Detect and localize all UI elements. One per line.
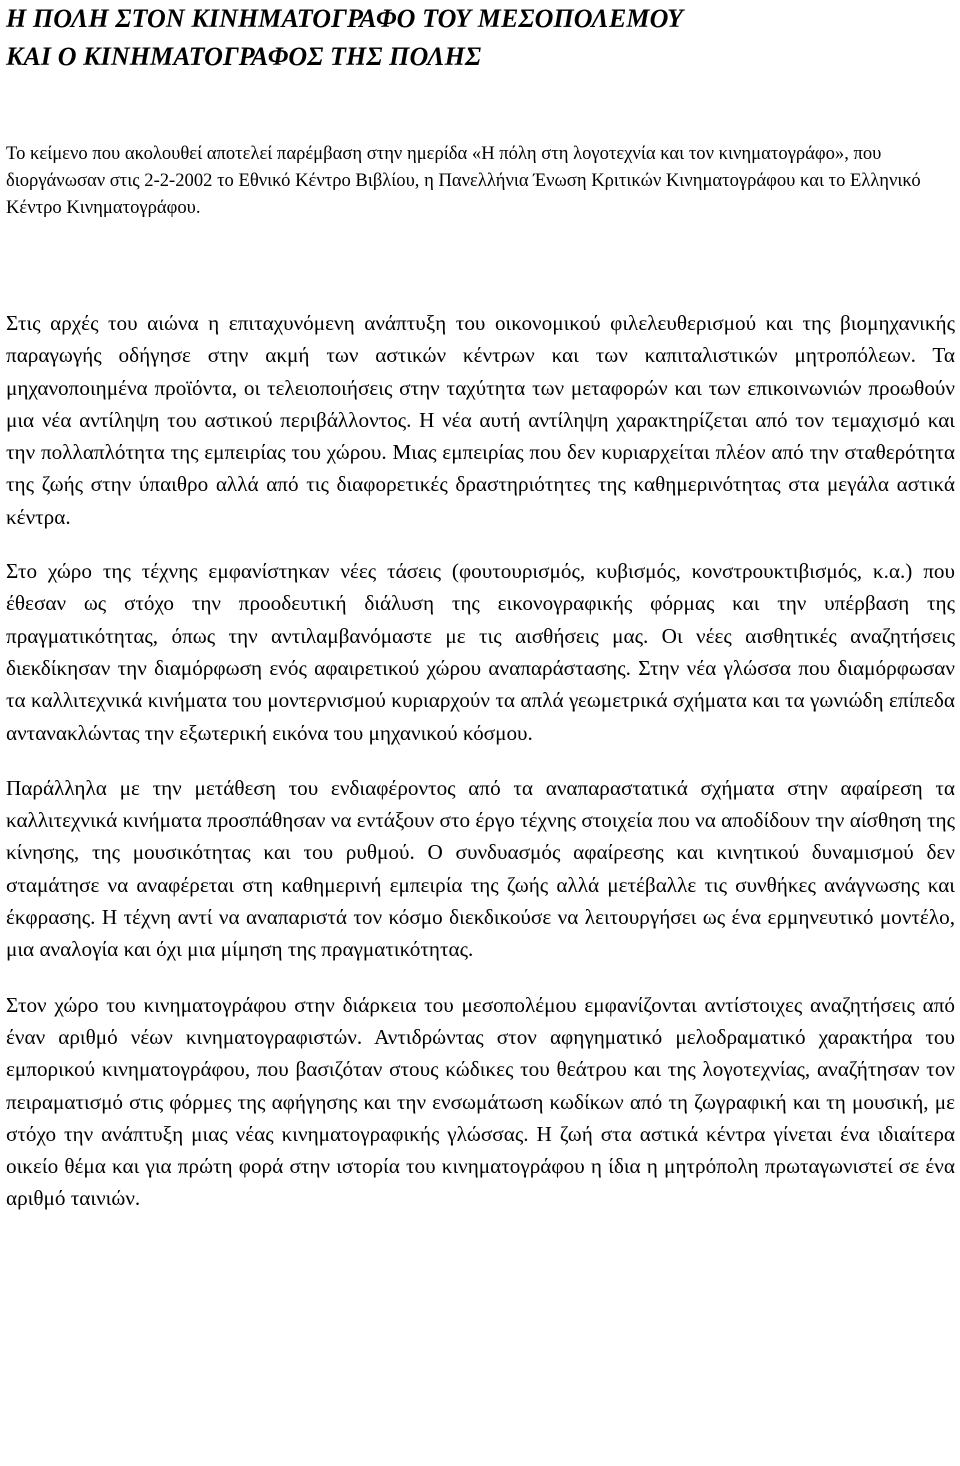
intro-note: Το κείμενο που ακολουθεί αποτελεί παρέμβαση στην ημερίδα «Η πόλη στη λογοτεχνία και τον κινηματογράφο», που διοργάνωσαν στις 2-2-2002 το Εθνικό Κέντρο Βιβλίου, η Πανελλήνια Ένωση Κριτικών Κινηματογράφου και το Ελληνικό Κέντρο Κινηματογράφου. (6, 143, 921, 218)
body-paragraph-1: Στις αρχές του αιώνα η επιταχυνόμενη ανάπτυξη του οικονομικού φιλελευθερισμού και της βιομηχανικής παραγωγής οδήγησε στην ακμή των αστικών κέντρων και των καπιταλιστικών μητροπόλεων. Τα μηχανοποιημένα προϊόντα, οι τελειοποιήσεις στην ταχύτητα των μεταφορών και των επικοινωνιών προωθούν μια νέα αντίληψη του αστικού περιβάλλοντος. Η νέα αυτή αντίληψη χαρακτηρίζεται από τον τεμαχισμό και την πολλαπλότητα της εμπειρίας του χώρου. Μιας εμπειρίας που δεν κυριαρχείται πλέον από την σταθερότητα της ζωής στην ύπαιθρο αλλά από τις διαφορετικές δραστηριότητες της καθημερινότητας στα μεγάλα αστικά κέντρα. (6, 311, 955, 529)
body-paragraph-3: Παράλληλα με την μετάθεση του ενδιαφέροντος από τα αναπαραστατικά σχήματα στην αφαίρεση τα καλλιτεχνικά κινήματα προσπάθησαν να εντάξουν στο έργο τέχνης στοιχεία που να αποδίδουν την αίσθηση της κίνησης, της μουσικότητας και του ρυθμού. Ο συνδυασμός αφαίρεσης και κινητικού δυναμισμού δεν σταμάτησε να αναφέρεται στη καθημερινή εμπειρία της ζωής αλλά μετέβαλλε τις συνθήκες ανάγνωσης και έκφρασης. Η τέχνη αντί να αναπαριστά τον κόσμο διεκδικούσε να λειτουργήσει ως ένα ερμηνευτικό μοντέλο, μια αναλογία και όχι μια μίμηση της πραγματικότητας. (6, 775, 955, 962)
title-line-1: Η ΠΟΛΗ ΣΤΟΝ ΚΙΝΗΜΑΤΟΓΡΑΦΟ ΤΟΥ ΜΕΣΟΠΟΛΕΜΟΥ (6, 4, 684, 33)
body-paragraph-4: Στον χώρο του κινηματογράφου στην διάρκεια του μεσοπολέμου εμφανίζονται αντίστοιχες αναζητήσεις από έναν αριθμό νέων κινηματογραφιστών. Αντιδρώντας στον αφηγηματικό μελοδραματικό χαρακτήρα του εμπορικού κινηματογράφου, που βασιζόταν στους κώδικες του θεάτρου και της λογοτεχνίας, αναζήτησαν τον πειραματισμό στις φόρμες της αφήγησης και την ενσωμάτωση κωδίκων από τη ζωγραφική και τη μουσική, με στόχο την ανάπτυξη μιας νέας κινηματογραφικής γλώσσας. Η ζωή στα αστικά κέντρα γίνεται ένα ιδιαίτερα οικείο θέμα και για πρώτη φορά στην ιστορία του κινηματογράφου η ίδια η μητρόπολη πρωταγωνιστεί σε ένα αριθμό ταινιών. (6, 992, 955, 1211)
title-line-2: ΚΑΙ Ο ΚΙΝΗΜΑΤΟΓΡΑΦΟΣ ΤΗΣ ΠΟΛΗΣ (6, 42, 482, 71)
body-paragraph-2: Στο χώρο της τέχνης εμφανίστηκαν νέες τάσεις (φουτουρισμός, κυβισμός, κονστρουκτιβισμός, κ.α.) που έθεσαν ως στόχο την προοδευτική διάλυση της εικονογραφικής φόρμας και την υπέρβαση της πραγματικότητας, όπως την αντιλαμβανόμαστε με τις αισθήσεις μας. Οι νέες αισθητικές αναζητήσεις διεκδίκησαν την διαμόρφωση ενός αφαιρετικού χώρου αναπαράστασης. Στην νέα γλώσσα που διαμόρφωσαν τα καλλιτεχνικά κινήματα του μοντερνισμού κυριαρχούν τα απλά γεωμετρικά σχήματα και τα γωνιώδη επίπεδα αντανακλώντας την εξωτερική εικόνα του μηχανικού κόσμου. (6, 559, 955, 745)
document-page (6, 0, 955, 1215)
document-title (6, 0, 955, 76)
